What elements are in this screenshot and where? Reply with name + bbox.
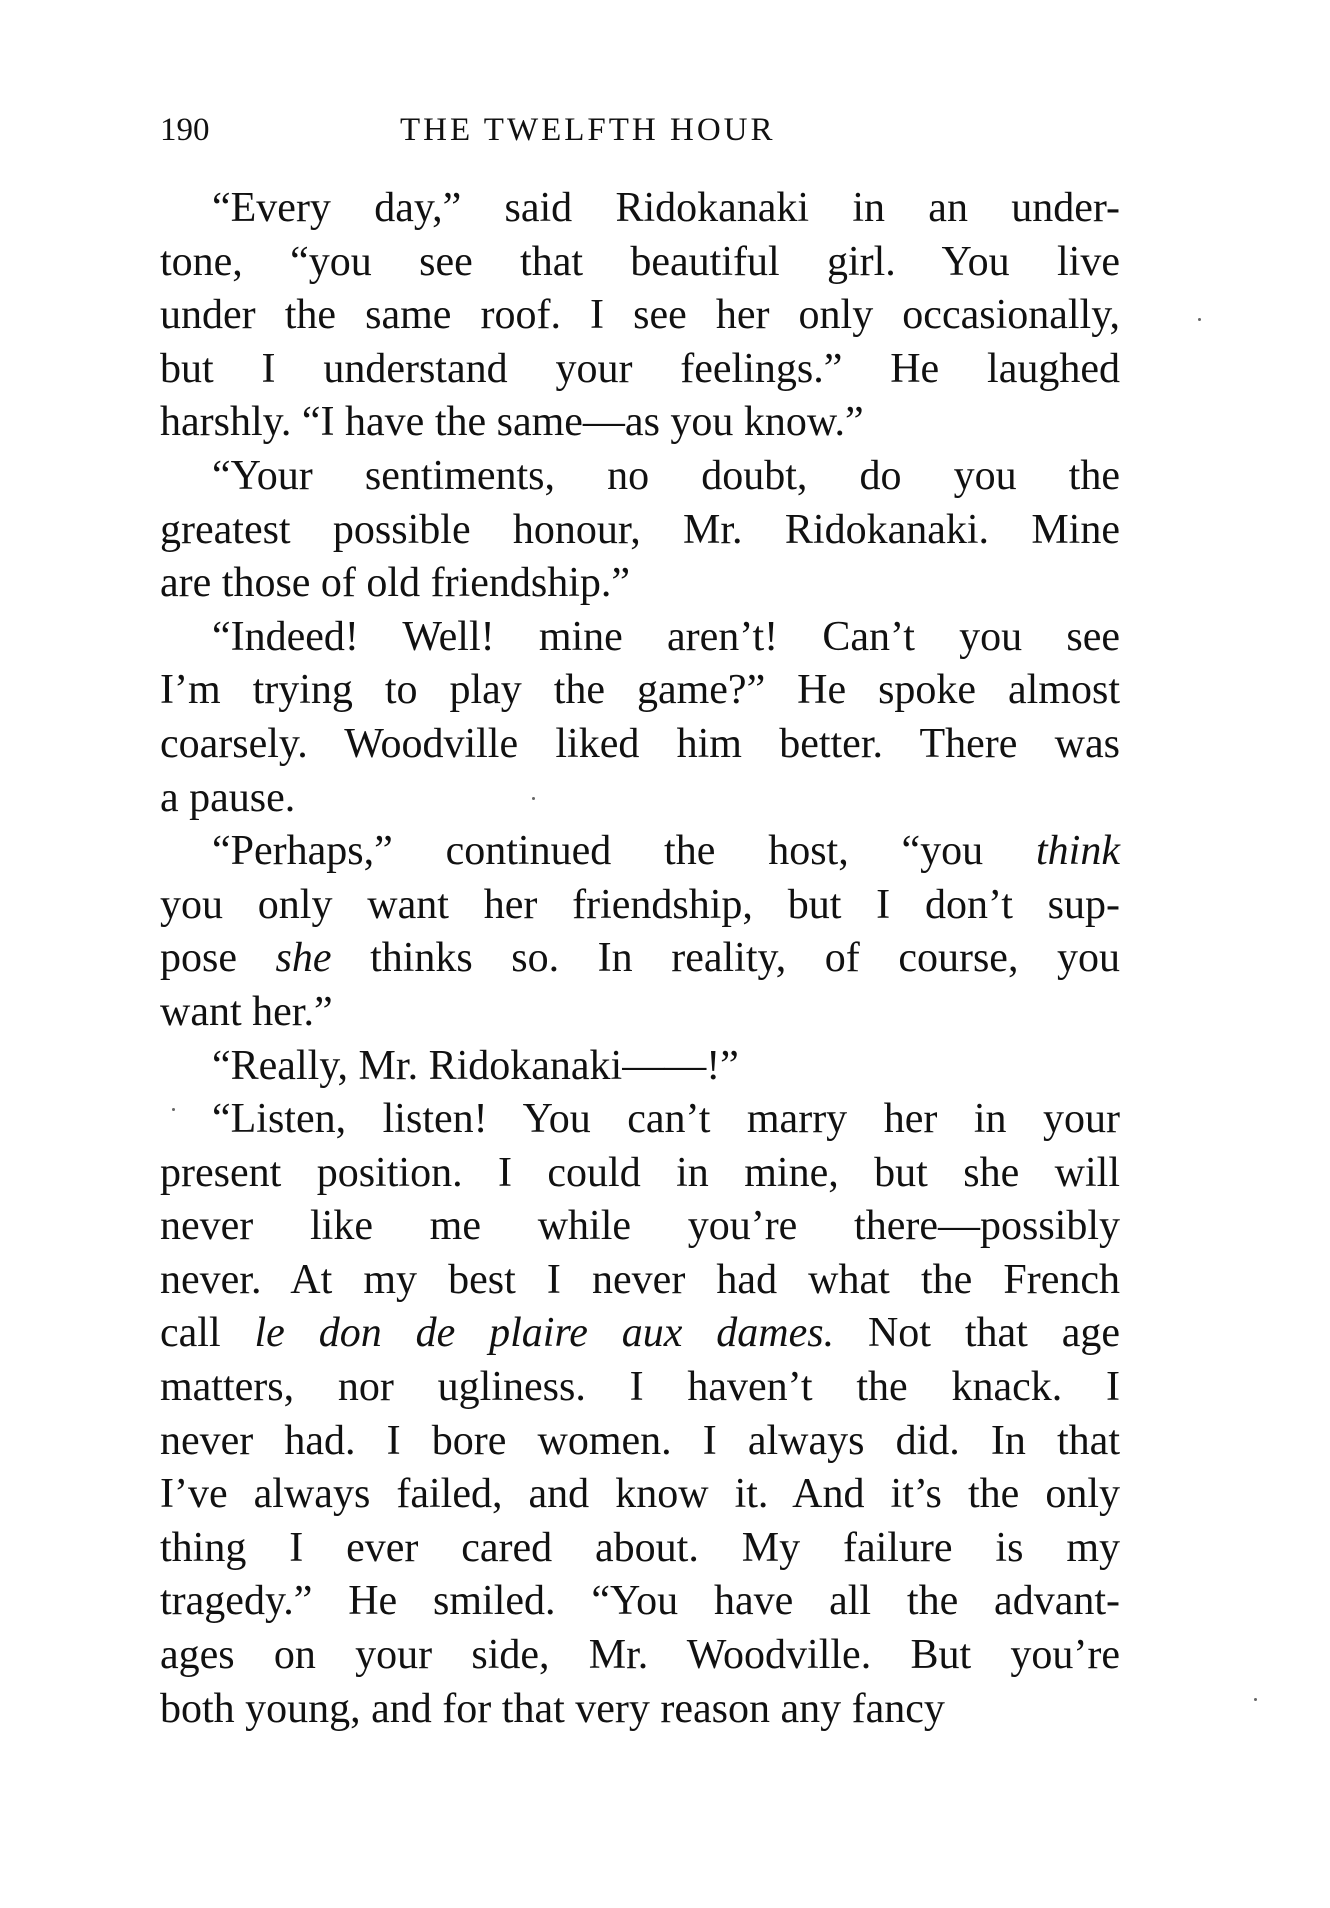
text-line: harshly. “I have the same—as you know.” [160,399,864,446]
paragraph [160,450,1120,611]
text-line: both young, and for that very reason any fancy [160,1685,945,1732]
text-line: “Listen, listen! You can’t marry her in your [212,1096,1120,1143]
text-line: “Really, Mr. Ridokanaki——!” [212,1042,739,1089]
paper-speck [532,797,535,800]
text-line: I’m trying to play the game?” He spoke almost [160,667,1120,714]
text-line: tone, “you see that beautiful girl. You live [160,238,1120,285]
page-number: 190 [160,112,210,148]
text-line: under the same roof. I see her only occasionally, [160,292,1120,339]
text-line: but I understand your feelings.” He laughed [160,345,1120,392]
text-line: never had. I bore women. I always did. In that [160,1417,1120,1464]
text-line: matters, nor ugliness. I haven’t the knack. I [160,1364,1120,1411]
paper-speck [172,1108,175,1111]
italic-text: she [275,935,332,982]
text-line: “Every day,” said Ridokanaki in an under- [212,185,1120,231]
text-line: thing I ever cared about. My failure is my [160,1524,1120,1571]
text-line: call le don de plaire aux dames. Not that age [160,1310,1120,1357]
paper-speck [1198,318,1201,321]
text-line: ages on your side, Mr. Woodville. But you’re [160,1632,1120,1679]
running-title: THE TWELFTH HOUR [400,112,776,148]
italic-text: think [1036,828,1120,875]
page-body [160,182,1120,1736]
text-line: “Indeed! Well! mine aren’t! Can’t you see [212,613,1120,660]
text-line: want her.” [160,988,333,1035]
italic-text: le don de plaire aux dames. [254,1310,835,1357]
paragraph [160,825,1120,1039]
text-line: present position. I could in mine, but she will [160,1149,1120,1196]
page-header [160,112,1120,162]
text-line: a pause. [160,774,296,821]
text-line: “Perhaps,” continued the host, “you think [212,828,1120,875]
text-line: never like me while you’re there—possibly [160,1203,1120,1250]
text-line: you only want her friendship, but I don’t sup- [160,881,1120,928]
paragraph [160,1040,1120,1094]
paragraph [160,182,1120,450]
paragraph [160,611,1120,825]
text-line: tragedy.” He smiled. “You have all the advant- [160,1578,1120,1625]
paragraph [160,1093,1120,1736]
text-line: never. At my best I never had what the French [160,1256,1120,1303]
text-line: pose she thinks so. In reality, of course, you [160,935,1120,982]
text-line: “Your sentiments, no doubt, do you the [212,452,1120,499]
paper-speck [1254,1698,1257,1701]
text-line: are those of old friendship.” [160,560,631,607]
text-line: greatest possible honour, Mr. Ridokanaki. Mine [160,506,1120,553]
text-line: I’ve always failed, and know it. And it’s the only [160,1471,1120,1518]
text-line: coarsely. Woodville liked him better. There was [160,720,1120,767]
